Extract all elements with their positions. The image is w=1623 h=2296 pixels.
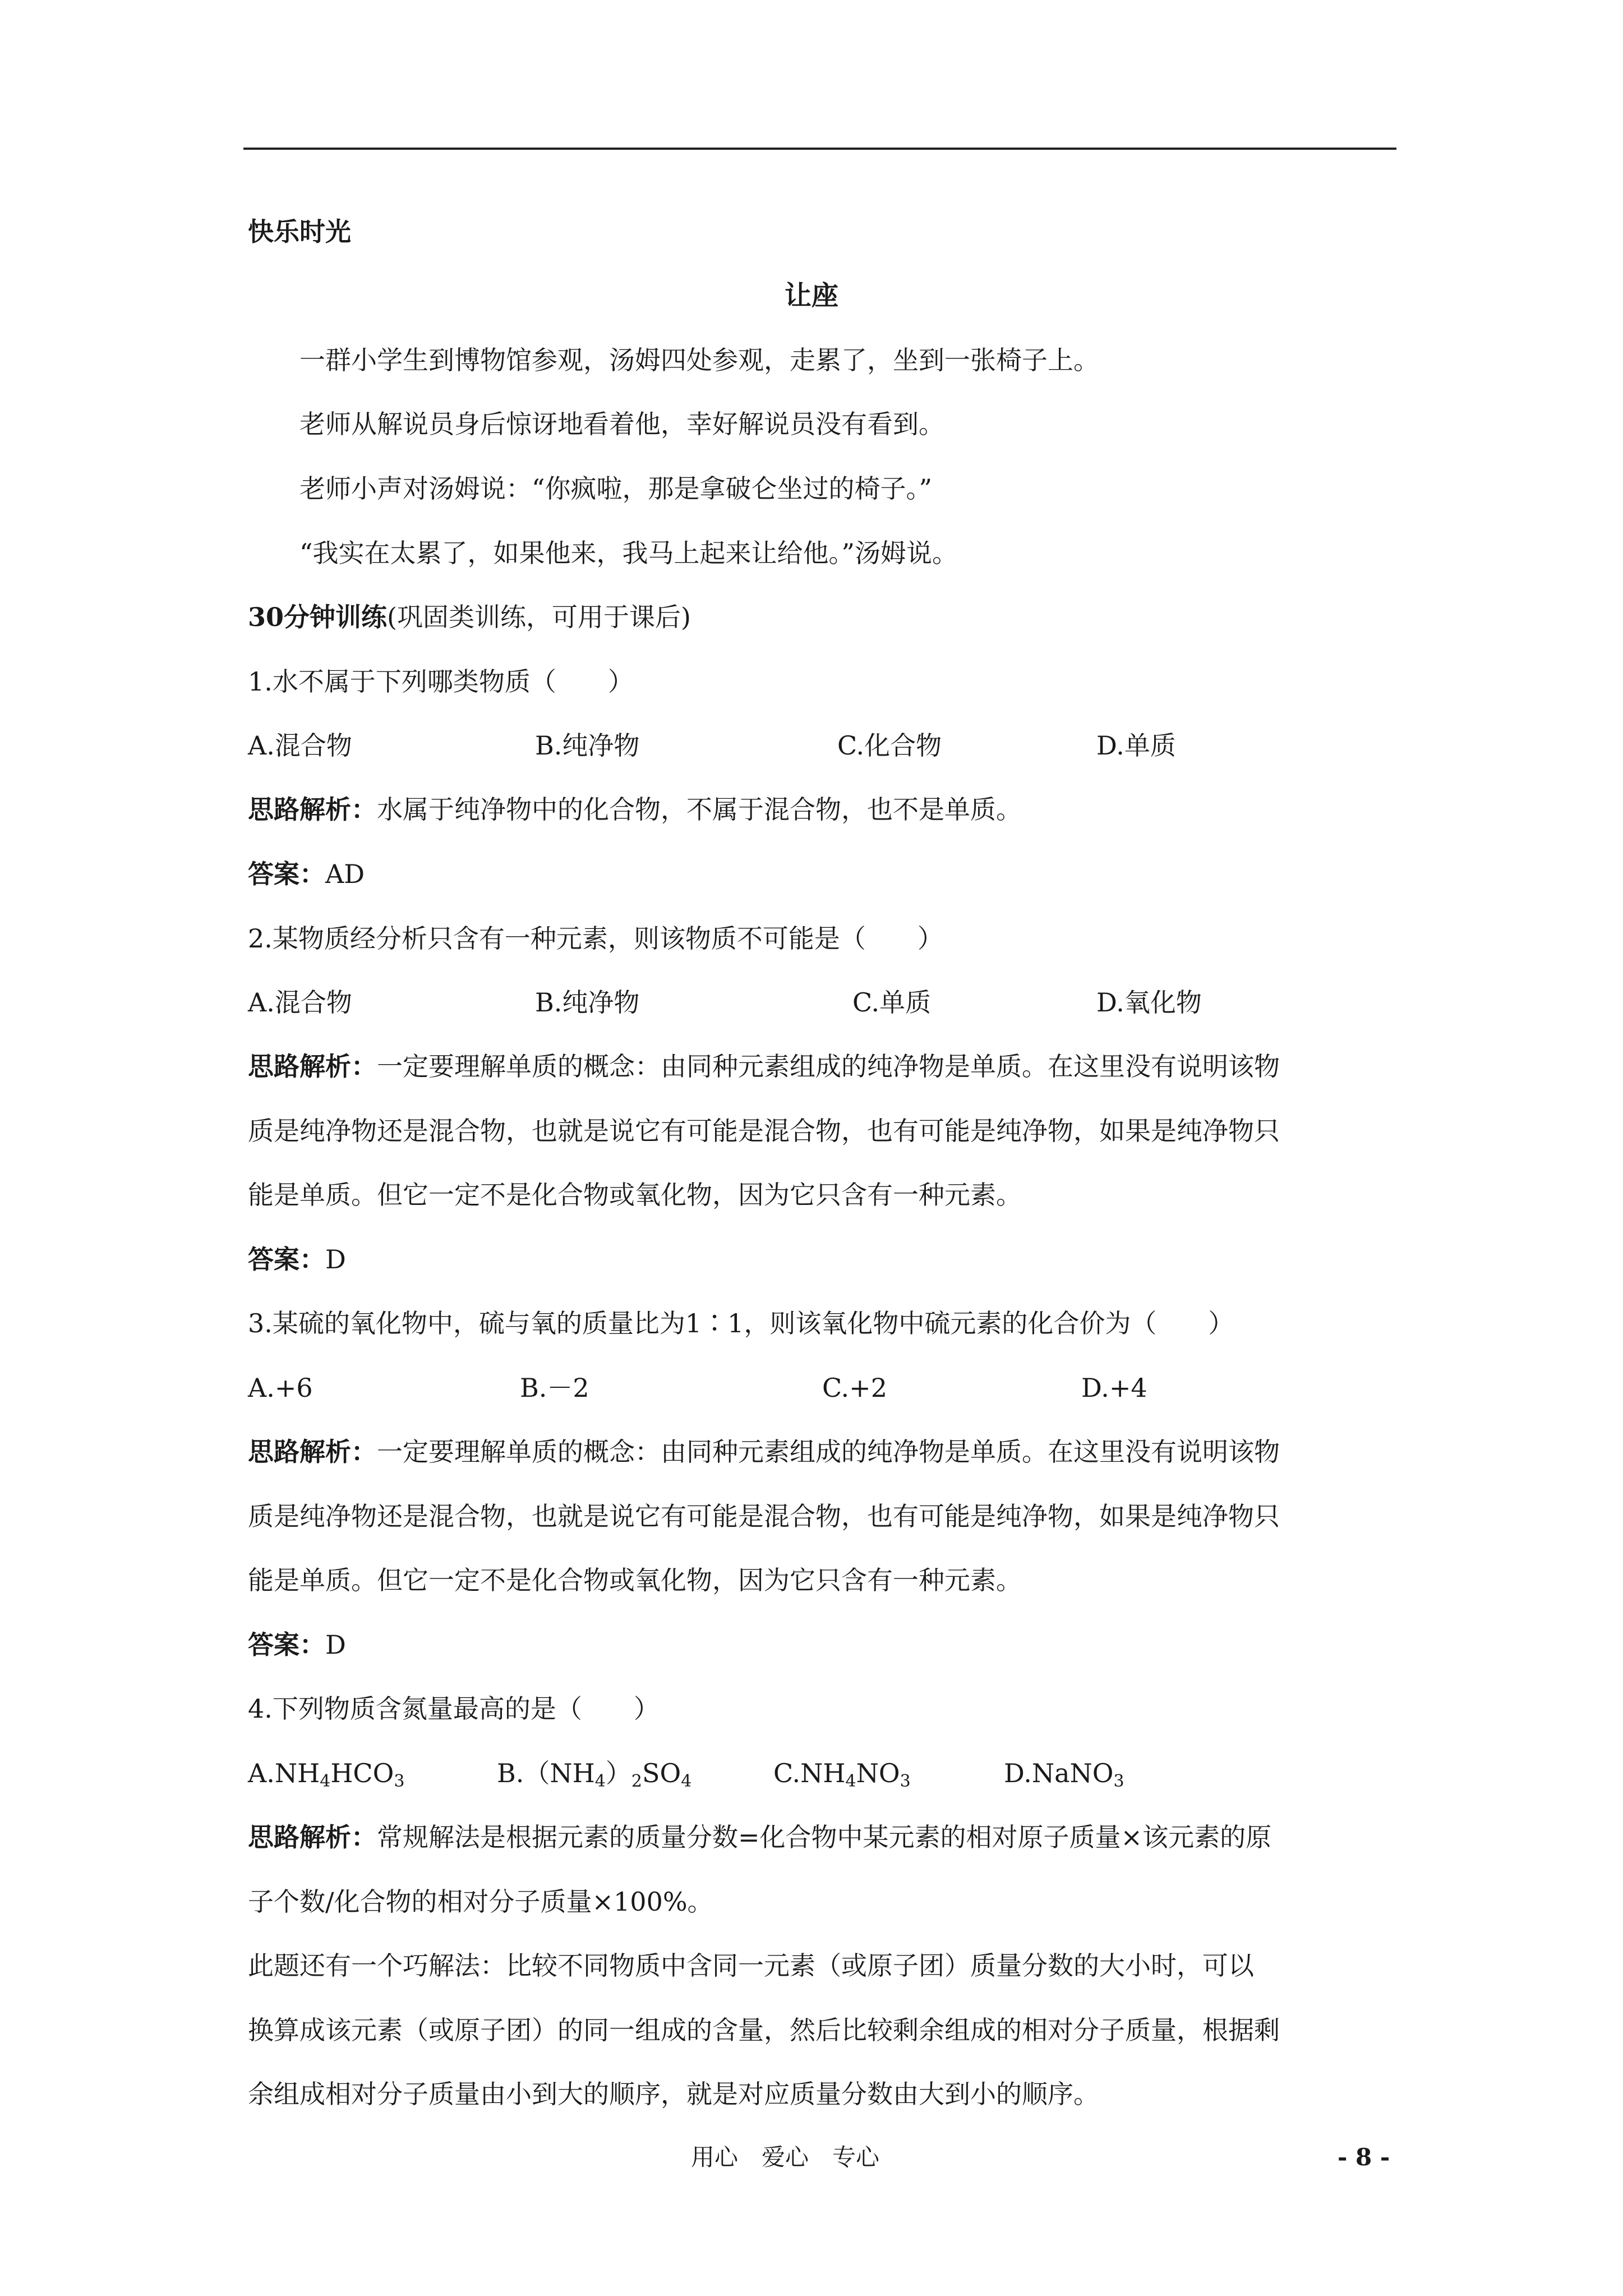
answer-label: 答案：	[248, 1630, 325, 1660]
story-paragraph: 老师从解说员身后惊讶地看着他，幸好解说员没有看到。	[299, 409, 944, 439]
q3-option-a: A.+6	[248, 1373, 313, 1403]
analysis-label: 思路解析：	[248, 794, 377, 825]
answer-label: 答案：	[248, 859, 325, 889]
q4-extra-line: 换算成该元素（或原子团）的同一组成的含量，然后比较剩余组成的相对分子质量，根据剩	[248, 2015, 1280, 2045]
formula-subscript: 4	[320, 1772, 331, 1791]
q3-analysis-line: 质是纯净物还是混合物，也就是说它有可能是混合物，也有可能是纯净物，如果是纯净物只	[248, 1501, 1280, 1531]
analysis-label: 思路解析：	[248, 1822, 377, 1852]
q3-option-b: B.－2	[520, 1373, 589, 1403]
q1-analysis	[248, 793, 1022, 826]
section-title: 快乐时光	[248, 217, 351, 247]
q2-answer	[248, 1243, 346, 1276]
footer-motto: 用心 爱心 专心	[691, 2143, 880, 2171]
question-1-stem: 1.水不属于下列哪类物质（ ）	[248, 666, 634, 697]
q3-answer	[248, 1628, 346, 1662]
formula-subscript: 2	[631, 1772, 642, 1791]
q2-option-a: A.混合物	[248, 987, 352, 1018]
formula-part: SO	[642, 1758, 681, 1788]
q4-option-c	[773, 1756, 911, 1790]
q4-analysis	[248, 1820, 1271, 1854]
formula-subscript: 4	[594, 1772, 606, 1791]
q4-option-d	[1004, 1756, 1124, 1790]
q1-option-a: A.混合物	[248, 730, 352, 761]
formula-part: D.NaNO	[1004, 1758, 1114, 1788]
formula-subscript: 4	[681, 1772, 692, 1791]
q1-analysis-text: 水属于纯净物中的化合物，不属于混合物，也不是单质。	[377, 794, 1022, 825]
q3-answer-text: D	[325, 1630, 346, 1660]
formula-part: B.（NH	[497, 1758, 595, 1788]
q3-analysis-line: 能是单质。但它一定不是化合物或氧化物，因为它只含有一种元素。	[248, 1565, 1022, 1595]
q1-option-b: B.纯净物	[535, 730, 640, 761]
q2-option-d: D.氧化物	[1096, 987, 1202, 1018]
q4-option-b	[497, 1756, 691, 1790]
q1-option-d: D.单质	[1096, 730, 1176, 761]
formula-part: A.NH	[248, 1758, 320, 1788]
q2-option-c: C.单质	[852, 987, 932, 1018]
q3-analysis	[248, 1435, 1280, 1469]
analysis-label: 思路解析：	[248, 1437, 377, 1467]
story-paragraph: 老师小声对汤姆说：“你疯啦，那是拿破仑坐过的椅子。”	[299, 473, 933, 504]
question-2-stem: 2.某物质经分析只含有一种元素，则该物质不可能是（ ）	[248, 923, 943, 954]
q1-answer-text: AD	[325, 859, 365, 889]
training-heading	[248, 600, 691, 634]
story-title: 让座	[784, 280, 838, 311]
q4-extra-line: 此题还有一个巧解法：比较不同物质中含同一元素（或原子团）质量分数的大小时，可以	[248, 1950, 1254, 1981]
q1-option-c: C.化合物	[837, 730, 942, 761]
q2-option-b: B.纯净物	[535, 987, 640, 1018]
q2-analysis-line: 能是单质。但它一定不是化合物或氧化物，因为它只含有一种元素。	[248, 1180, 1022, 1210]
formula-part: C.NH	[773, 1758, 846, 1788]
q1-answer	[248, 857, 365, 891]
q2-answer-text: D	[325, 1244, 346, 1274]
formula-subscript: 4	[845, 1772, 856, 1791]
q2-analysis-text: 一定要理解单质的概念：由同种元素组成的纯净物是单质。在这里没有说明该物	[377, 1051, 1280, 1082]
q4-extra-line: 余组成相对分子质量由小到大的顺序，就是对应质量分数由大到小的顺序。	[248, 2079, 1099, 2109]
formula-part: HCO	[330, 1758, 394, 1788]
q4-option-a	[248, 1756, 404, 1790]
header-rule	[243, 148, 1396, 150]
q2-analysis-line: 质是纯净物还是混合物，也就是说它有可能是混合物，也有可能是纯净物，如果是纯净物只	[248, 1116, 1280, 1146]
q3-analysis-text: 一定要理解单质的概念：由同种元素组成的纯净物是单质。在这里没有说明该物	[377, 1437, 1280, 1467]
training-heading-bold: 30分钟训练	[248, 602, 388, 632]
q4-analysis-text: 常规解法是根据元素的质量分数=化合物中某元素的相对原子质量×该元素的原	[377, 1822, 1272, 1852]
q2-analysis	[248, 1050, 1280, 1083]
story-paragraph: 一群小学生到博物馆参观，汤姆四处参观，走累了，坐到一张椅子上。	[299, 345, 1099, 375]
formula-subscript: 3	[1113, 1772, 1124, 1791]
formula-subscript: 3	[394, 1772, 405, 1791]
story-paragraph: “我实在太累了，如果他来，我马上起来让给他。”汤姆说。	[299, 538, 958, 568]
q3-option-d: D.+4	[1081, 1373, 1147, 1403]
formula-part: ）	[605, 1758, 631, 1788]
formula-subscript: 3	[900, 1772, 911, 1791]
page-number: - 8 -	[1338, 2143, 1390, 2171]
analysis-label: 思路解析：	[248, 1051, 377, 1082]
q4-analysis-line: 子个数/化合物的相对分子质量×100%。	[248, 1887, 713, 1917]
question-3-stem: 3.某硫的氧化物中，硫与氧的质量比为1∶1，则该氧化物中硫元素的化合价为（ ）	[248, 1308, 1234, 1338]
answer-label: 答案：	[248, 1244, 325, 1274]
training-heading-note: (巩固类训练，可用于课后)	[387, 602, 691, 632]
q3-option-c: C.+2	[822, 1373, 887, 1403]
formula-part: NO	[856, 1758, 900, 1788]
question-4-stem: 4.下列物质含氮量最高的是（ ）	[248, 1694, 660, 1724]
